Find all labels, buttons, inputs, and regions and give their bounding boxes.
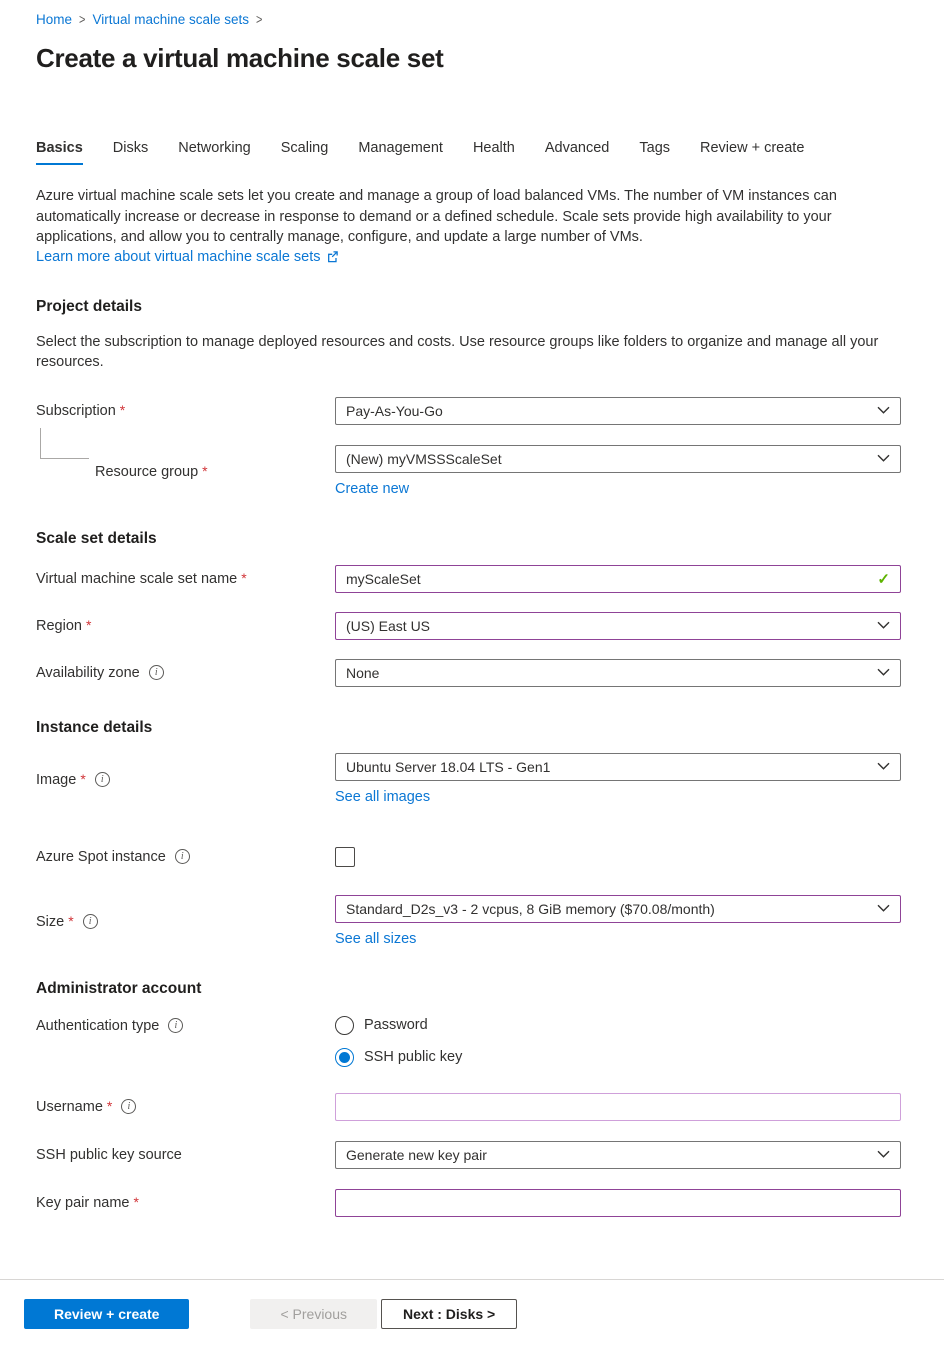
breadcrumb-home-link[interactable]: Home	[36, 12, 73, 27]
review-create-button[interactable]: Review + create	[24, 1299, 189, 1329]
subscription-dropdown[interactable]	[335, 397, 901, 425]
image-dropdown[interactable]	[335, 753, 901, 781]
authentication-type-label: Authentication type	[36, 1017, 160, 1034]
availability-zone-value: None	[346, 664, 380, 681]
azure-spot-checkbox[interactable]	[335, 847, 355, 867]
validation-check-icon	[877, 570, 890, 588]
availability-zone-label: Availability zone	[36, 664, 140, 681]
intro-description: Azure virtual machine scale sets let you create and manage a group of load balanced VMs. The number of VM instances can automatically increase or decrease in response to demand or a defined schedule. Scale sets provide high availability to your applications, and allow you to centrally manage, configure, and update a large number of VMs.	[36, 188, 837, 245]
info-icon[interactable]	[83, 914, 98, 929]
chevron-down-icon	[877, 904, 890, 913]
info-icon[interactable]	[95, 772, 110, 787]
see-all-sizes-link[interactable]: See all sizes	[335, 930, 417, 947]
wizard-tabs	[36, 140, 904, 165]
region-dropdown[interactable]	[335, 612, 901, 640]
page-title: Create a virtual machine scale set	[36, 43, 444, 73]
project-details-description: Select the subscription to manage deployed resources and costs. Use resource groups like folders to organize and manage all your resources.	[36, 333, 879, 370]
size-dropdown[interactable]	[335, 895, 901, 923]
key-pair-name-label: Key pair name *	[36, 1194, 139, 1211]
footer-actions	[0, 1280, 944, 1347]
tab-tags[interactable]: Tags	[639, 140, 671, 156]
resource-group-connector	[40, 428, 89, 459]
tab-networking[interactable]: Networking	[178, 140, 251, 156]
subscription-value: Pay-As-You-Go	[346, 402, 443, 419]
resource-group-value: (New) myVMSSScaleSet	[346, 450, 502, 467]
size-value: Standard_D2s_v3 - 2 vcpus, 8 GiB memory ($70.08/month)	[346, 900, 715, 917]
breadcrumb-vmss-link[interactable]: Virtual machine scale sets	[92, 12, 250, 27]
resource-group-label: Resource group *	[95, 463, 208, 480]
key-pair-name-input[interactable]	[335, 1189, 901, 1217]
ssh-key-source-dropdown[interactable]	[335, 1141, 901, 1169]
region-label: Region *	[36, 617, 91, 634]
radio-selected-icon	[335, 1048, 354, 1067]
next-disks-button[interactable]: Next : Disks >	[381, 1299, 517, 1329]
chevron-down-icon	[877, 406, 890, 415]
image-value: Ubuntu Server 18.04 LTS - Gen1	[346, 758, 551, 775]
region-value: (US) East US	[346, 617, 431, 634]
ssh-key-source-value: Generate new key pair	[346, 1146, 487, 1163]
info-icon[interactable]	[175, 849, 190, 864]
section-project-details: Project details	[36, 297, 142, 315]
vmss-name-input[interactable]	[335, 565, 901, 593]
ssh-key-source-label: SSH public key source	[36, 1146, 182, 1163]
info-icon[interactable]	[149, 665, 164, 680]
tab-disks[interactable]: Disks	[112, 140, 149, 156]
see-all-images-link[interactable]: See all images	[335, 788, 431, 805]
chevron-down-icon	[877, 668, 890, 677]
create-new-resource-group-link[interactable]: Create new	[335, 480, 410, 497]
learn-more-link[interactable]: Learn more about virtual machine scale sets	[36, 248, 321, 265]
breadcrumb	[36, 12, 904, 27]
chevron-down-icon	[877, 621, 890, 630]
vmss-name-value: myScaleSet	[346, 570, 421, 587]
section-scale-set-details: Scale set details	[36, 529, 157, 547]
tab-review-create[interactable]: Review + create	[700, 140, 805, 156]
vmss-name-label: Virtual machine scale set name *	[36, 570, 247, 587]
image-label: Image *	[36, 771, 86, 788]
chevron-down-icon	[877, 1150, 890, 1159]
breadcrumb-separator-icon: >	[79, 12, 86, 27]
availability-zone-dropdown[interactable]	[335, 659, 901, 687]
auth-type-ssh-label: SSH public key	[364, 1049, 463, 1065]
auth-type-password-label: Password	[364, 1017, 428, 1033]
tab-management[interactable]: Management	[358, 140, 443, 156]
azure-spot-label: Azure Spot instance	[36, 848, 166, 865]
tab-basics[interactable]: Basics	[36, 140, 83, 165]
section-instance-details: Instance details	[36, 718, 153, 736]
radio-unselected-icon	[335, 1016, 354, 1035]
auth-type-password-radio[interactable]	[335, 1016, 901, 1035]
username-label: Username *	[36, 1098, 112, 1115]
subscription-label: Subscription *	[36, 402, 125, 419]
resource-group-dropdown[interactable]	[335, 445, 901, 473]
external-link-icon	[326, 250, 339, 263]
section-administrator-account: Administrator account	[36, 979, 202, 997]
tab-health[interactable]: Health	[472, 140, 515, 156]
tab-advanced[interactable]: Advanced	[544, 140, 610, 156]
auth-type-ssh-radio[interactable]	[335, 1048, 901, 1067]
username-input[interactable]	[335, 1093, 901, 1121]
info-icon[interactable]	[168, 1018, 183, 1033]
chevron-down-icon	[877, 762, 890, 771]
previous-button[interactable]: < Previous	[250, 1299, 377, 1329]
chevron-down-icon	[877, 454, 890, 463]
size-label: Size *	[36, 913, 74, 930]
info-icon[interactable]	[121, 1099, 136, 1114]
tab-scaling[interactable]: Scaling	[280, 140, 329, 156]
breadcrumb-separator-icon: >	[256, 12, 263, 27]
